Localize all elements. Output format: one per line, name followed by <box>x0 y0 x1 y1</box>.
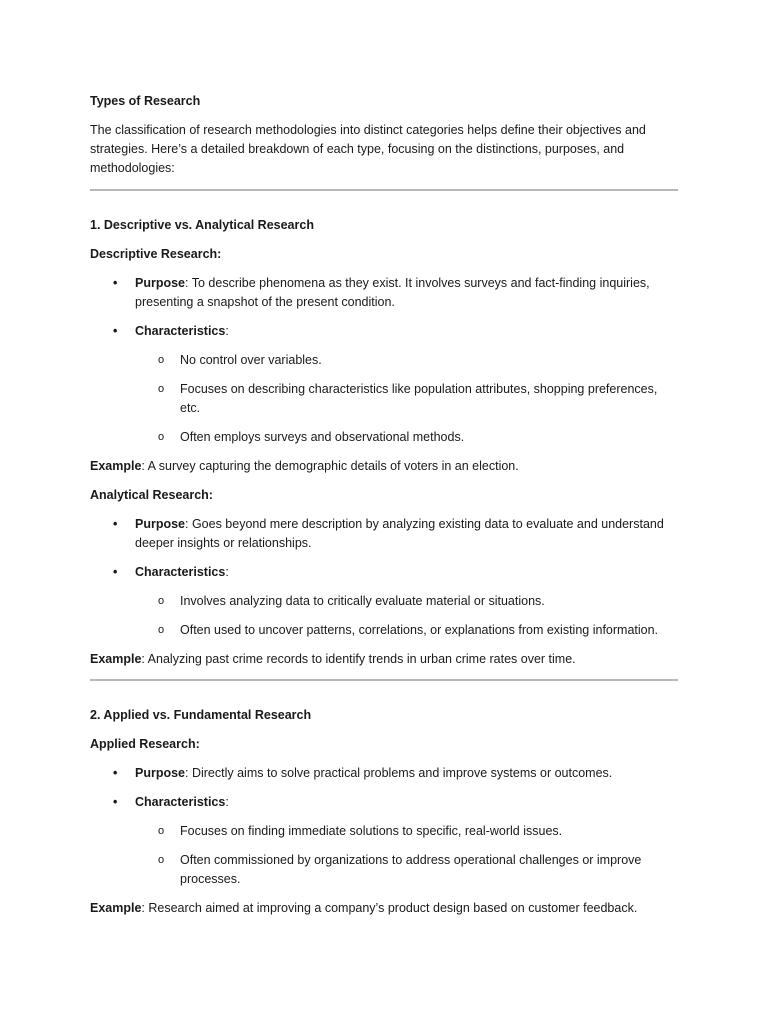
example-paragraph <box>90 457 678 476</box>
example-paragraph <box>90 650 678 669</box>
subheading-descriptive-research: Descriptive Research: <box>90 247 222 261</box>
example-label: Example <box>90 459 142 473</box>
sub-bullet-list <box>90 822 678 889</box>
bullet-icon: • <box>113 565 118 579</box>
bullet-icon: • <box>113 324 118 338</box>
bullet-icon: • <box>113 276 118 290</box>
circle-bullet-icon: o <box>158 383 165 395</box>
subheading-applied-research: Applied Research: <box>90 737 200 751</box>
section-heading-applied-fundamental: 2. Applied vs. Fundamental Research <box>90 708 312 722</box>
bullet-icon: • <box>113 517 118 531</box>
characteristics-label: Characteristics <box>135 795 226 809</box>
bullet-list <box>90 764 678 812</box>
section-heading-descriptive-analytical: 1. Descriptive vs. Analytical Research <box>90 218 314 232</box>
circle-bullet-icon: o <box>158 624 165 636</box>
horizontal-rule <box>90 679 678 681</box>
sub-bullet-list <box>90 351 678 447</box>
purpose-text: : To describe phenomena as they exist. It involves surveys and fact-finding inquiries, presenting a snapshot of the present condition. <box>135 276 650 309</box>
sub-list-item-text: Often commissioned by organizations to address operational challenges or improve processes. <box>180 853 642 886</box>
characteristics-colon: : <box>225 795 229 809</box>
sub-list-item <box>90 351 678 370</box>
bullet-icon: • <box>113 795 118 809</box>
document-title: Types of Research <box>90 94 201 108</box>
circle-bullet-icon: o <box>158 595 165 607</box>
characteristics-label: Characteristics <box>135 565 226 579</box>
subheading-analytical-research: Analytical Research: <box>90 488 213 502</box>
purpose-label: Purpose <box>135 276 186 290</box>
sub-bullet-list <box>90 592 678 640</box>
bullet-list <box>90 515 678 582</box>
bullet-icon: • <box>113 766 118 780</box>
example-text: : A survey capturing the demographic details of voters in an election. <box>141 459 519 473</box>
example-label: Example <box>90 901 142 915</box>
list-item-purpose <box>90 764 678 783</box>
sub-list-item <box>90 428 678 447</box>
characteristics-colon: : <box>225 565 229 579</box>
circle-bullet-icon: o <box>158 354 165 366</box>
intro-paragraph: The classification of research methodologies into distinct categories helps define their objectives and strategies. Here’s a detailed breakdown of each type, focusing on the distinctions, purposes, and methodologies: <box>90 123 646 175</box>
example-text: : Analyzing past crime records to identify trends in urban crime rates over time. <box>141 652 576 666</box>
purpose-label: Purpose <box>135 517 186 531</box>
horizontal-rule <box>90 189 678 191</box>
sub-list-item <box>90 380 678 418</box>
sub-list-item-text: Focuses on finding immediate solutions to specific, real-world issues. <box>180 824 563 838</box>
list-item-purpose <box>90 274 678 312</box>
example-label: Example <box>90 652 142 666</box>
list-item-characteristics <box>90 793 678 812</box>
sub-list-item-text: Focuses on describing characteristics like population attributes, shopping preferences, etc. <box>180 382 658 415</box>
purpose-label: Purpose <box>135 766 186 780</box>
sub-list-item <box>90 592 678 611</box>
list-item-purpose <box>90 515 678 553</box>
sub-list-item <box>90 851 678 889</box>
bullet-list <box>90 274 678 341</box>
list-item-characteristics <box>90 322 678 341</box>
purpose-text: : Directly aims to solve practical problems and improve systems or outcomes. <box>185 766 613 780</box>
characteristics-colon: : <box>225 324 229 338</box>
sub-list-item-text: Often employs surveys and observational methods. <box>180 430 465 444</box>
sub-list-item-text: Often used to uncover patterns, correlations, or explanations from existing information. <box>180 623 659 637</box>
sub-list-item <box>90 621 678 640</box>
example-text: : Research aimed at improving a company’s product design based on customer feedback. <box>141 901 638 915</box>
circle-bullet-icon: o <box>158 825 165 837</box>
purpose-text: : Goes beyond mere description by analyzing existing data to evaluate and understand deeper insights or relationships. <box>135 517 664 550</box>
example-paragraph <box>90 899 678 918</box>
characteristics-label: Characteristics <box>135 324 226 338</box>
sub-list-item <box>90 822 678 841</box>
circle-bullet-icon: o <box>158 854 165 866</box>
document-page <box>90 92 678 928</box>
sub-list-item-text: Involves analyzing data to critically evaluate material or situations. <box>180 594 545 608</box>
circle-bullet-icon: o <box>158 431 165 443</box>
list-item-characteristics <box>90 563 678 582</box>
sub-list-item-text: No control over variables. <box>180 353 322 367</box>
